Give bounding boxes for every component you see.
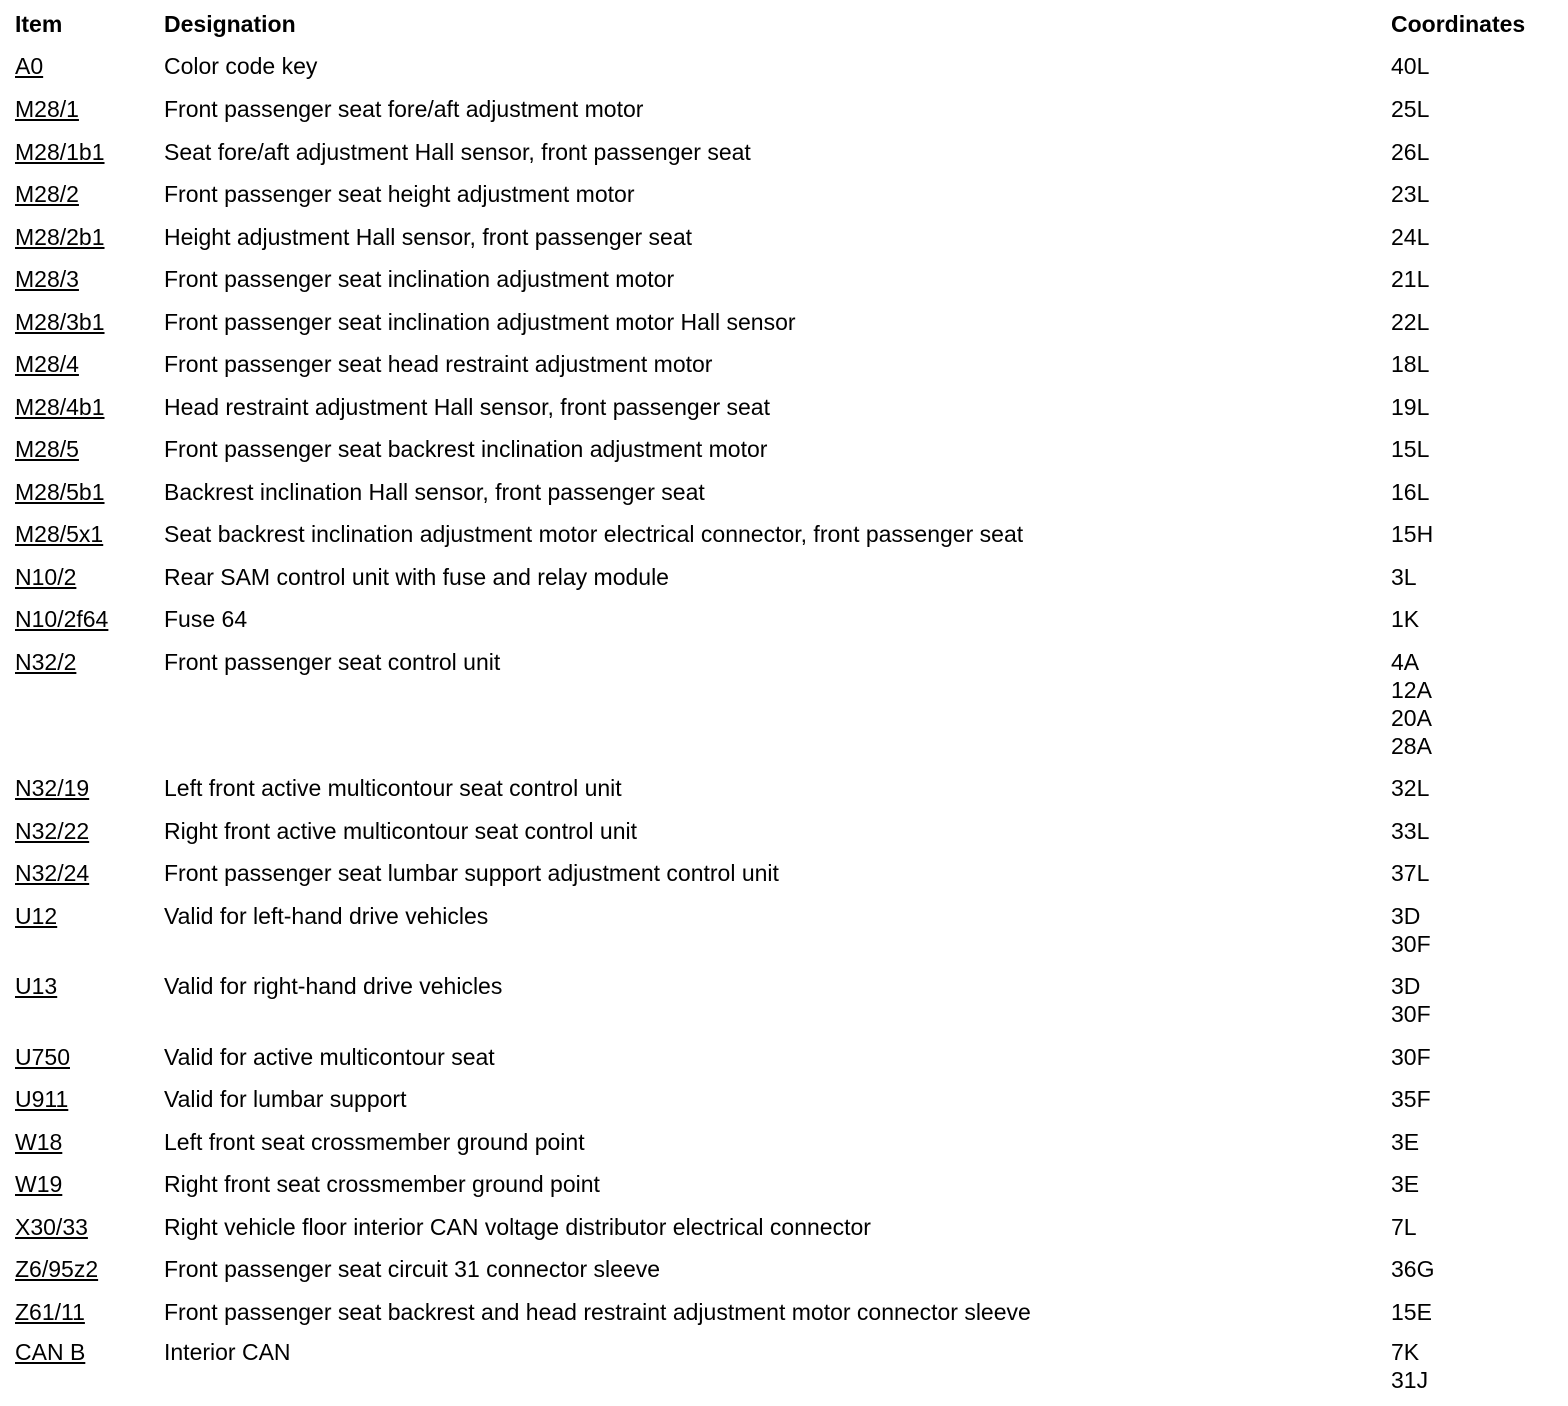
coordinates-cell	[1391, 1170, 1419, 1198]
item-link[interactable]: M28/4b1	[15, 394, 105, 420]
item-link[interactable]: N32/24	[15, 860, 90, 886]
coordinate-value: 15H	[1391, 521, 1434, 547]
item-cell	[15, 817, 89, 845]
designation-cell: Seat backrest inclination adjustment motor electrical connector, front passenger seat	[164, 521, 1024, 547]
item-cell	[15, 52, 43, 80]
coordinate-value: 3L	[1391, 564, 1417, 590]
designation-cell: Left front seat crossmember ground point	[164, 1129, 585, 1155]
coordinates-cell	[1391, 308, 1429, 336]
designation-cell: Front passenger seat height adjustment motor	[164, 181, 635, 207]
item-link[interactable]: N10/2f64	[15, 606, 109, 632]
coordinate-value: 30F	[1391, 931, 1431, 957]
item-cell	[15, 563, 76, 591]
coordinate-value: 28A	[1391, 733, 1432, 759]
coordinate-value: 24L	[1391, 224, 1430, 250]
designation-cell: Right front seat crossmember ground point	[164, 1171, 600, 1197]
coordinate-value: 22L	[1391, 309, 1430, 335]
coordinates-cell	[1391, 265, 1429, 293]
item-link[interactable]: X30/33	[15, 1214, 88, 1240]
header-coordinates: Coordinates	[1391, 11, 1526, 37]
designation-cell: Front passenger seat lumbar support adjustment control unit	[164, 860, 779, 886]
designation-cell: Front passenger seat fore/aft adjustment motor	[164, 96, 644, 122]
item-cell	[15, 902, 57, 930]
designation-cell: Rear SAM control unit with fuse and relay module	[164, 564, 669, 590]
designation-cell: Height adjustment Hall sensor, front passenger seat	[164, 224, 693, 250]
coordinate-value: 4A	[1391, 649, 1420, 675]
item-link[interactable]: M28/1	[15, 96, 79, 122]
item-link[interactable]: Z6/95z2	[15, 1256, 99, 1282]
designation-cell: Valid for right-hand drive vehicles	[164, 973, 503, 999]
item-link[interactable]: U750	[15, 1044, 70, 1070]
coordinate-value: 3D	[1391, 903, 1421, 929]
designation-cell: Front passenger seat inclination adjustment motor	[164, 266, 675, 292]
designation-cell: Front passenger seat backrest inclination adjustment motor	[164, 436, 768, 462]
coordinates-cell	[1391, 1043, 1431, 1071]
coordinate-value: 32L	[1391, 775, 1430, 801]
item-link[interactable]: M28/2b1	[15, 224, 105, 250]
item-link[interactable]: M28/2	[15, 181, 79, 207]
item-cell	[15, 1298, 85, 1326]
item-link[interactable]: M28/4	[15, 351, 79, 377]
coordinate-value: 20A	[1391, 705, 1432, 731]
coordinates-cell	[1391, 1298, 1432, 1326]
coordinate-value: 30F	[1391, 1001, 1431, 1027]
coordinates-cell	[1391, 774, 1429, 802]
designation-cell: Front passenger seat circuit 31 connector sleeve	[164, 1256, 661, 1282]
coordinate-value: 18L	[1391, 351, 1430, 377]
coordinate-value: 31J	[1391, 1367, 1429, 1393]
item-link[interactable]: Z61/11	[15, 1299, 85, 1325]
item-cell	[15, 1255, 98, 1283]
coordinate-value: 19L	[1391, 394, 1430, 420]
coordinates-cell	[1391, 1085, 1431, 1113]
coordinate-value: 25L	[1391, 96, 1430, 122]
item-link[interactable]: M28/5	[15, 436, 79, 462]
item-link[interactable]: N32/2	[15, 649, 77, 675]
coordinates-cell	[1391, 350, 1429, 378]
item-cell	[15, 478, 105, 506]
header-item: Item	[15, 11, 63, 37]
coordinate-value: 16L	[1391, 479, 1430, 505]
item-cell	[15, 223, 105, 251]
item-cell	[15, 1043, 70, 1071]
item-cell	[15, 180, 79, 208]
coordinates-cell	[1391, 223, 1429, 251]
designation-cell: Front passenger seat backrest and head restraint adjustment motor connector sleeve	[164, 1299, 1031, 1325]
designation-cell: Left front active multicontour seat control unit	[164, 775, 622, 801]
item-cell	[15, 972, 57, 1000]
coordinate-value: 15E	[1391, 1299, 1432, 1325]
header-designation: Designation	[164, 11, 296, 37]
item-link[interactable]: W18	[15, 1129, 63, 1155]
designation-cell: Color code key	[164, 53, 318, 79]
coordinate-value: 30F	[1391, 1044, 1431, 1070]
designation-cell: Right front active multicontour seat control unit	[164, 818, 638, 844]
designation-cell: Right vehicle floor interior CAN voltage distributor electrical connector	[164, 1214, 871, 1240]
coordinate-value: 26L	[1391, 139, 1430, 165]
coordinate-value: 3E	[1391, 1129, 1420, 1155]
designation-cell: Valid for left-hand drive vehicles	[164, 903, 489, 929]
item-link[interactable]: N32/19	[15, 775, 90, 801]
designation-cell: Seat fore/aft adjustment Hall sensor, front passenger seat	[164, 139, 751, 165]
item-link[interactable]: M28/3b1	[15, 309, 105, 335]
coordinates-cell	[1391, 605, 1419, 633]
item-cell	[15, 648, 76, 676]
item-link[interactable]: N10/2	[15, 564, 77, 590]
item-cell	[15, 435, 79, 463]
item-cell	[15, 308, 105, 336]
designation-cell: Backrest inclination Hall sensor, front passenger seat	[164, 479, 705, 505]
designation-cell: Interior CAN	[164, 1339, 291, 1365]
item-cell	[15, 1170, 62, 1198]
coordinates-cell	[1391, 817, 1429, 845]
item-link[interactable]: CAN B	[15, 1339, 86, 1365]
coordinates-cell	[1391, 563, 1417, 591]
designation-cell: Valid for active multicontour seat	[164, 1044, 495, 1070]
coordinate-value: 33L	[1391, 818, 1430, 844]
item-link[interactable]: U911	[15, 1086, 69, 1112]
item-cell	[15, 265, 79, 293]
coordinates-cell	[1391, 393, 1429, 421]
item-cell	[15, 138, 105, 166]
coordinate-value: 36G	[1391, 1256, 1435, 1282]
coordinates-cell	[1391, 972, 1431, 1028]
item-cell	[15, 605, 108, 633]
item-link[interactable]: A0	[15, 53, 44, 79]
coordinate-value: 12A	[1391, 677, 1432, 703]
item-link[interactable]: U13	[15, 973, 58, 999]
item-link[interactable]: M28/1b1	[15, 139, 105, 165]
coordinates-cell	[1391, 1213, 1417, 1241]
coordinates-cell	[1391, 902, 1431, 958]
item-link[interactable]: M28/3	[15, 266, 79, 292]
item-cell	[15, 1128, 62, 1156]
coordinate-value: 40L	[1391, 53, 1430, 79]
item-link[interactable]: M28/5x1	[15, 521, 104, 547]
coordinates-cell	[1391, 648, 1432, 760]
item-cell	[15, 859, 89, 887]
item-link[interactable]: W19	[15, 1171, 63, 1197]
coordinate-value: 3E	[1391, 1171, 1420, 1197]
coordinate-value: 21L	[1391, 266, 1430, 292]
designation-cell: Front passenger seat inclination adjustment motor Hall sensor	[164, 309, 796, 335]
designation-cell: Valid for lumbar support	[164, 1086, 407, 1112]
coordinates-cell	[1391, 1255, 1434, 1283]
coordinates-cell	[1391, 1128, 1419, 1156]
item-cell	[15, 1213, 88, 1241]
coordinates-cell	[1391, 1338, 1428, 1394]
coordinates-cell	[1391, 478, 1429, 506]
coordinates-cell	[1391, 180, 1429, 208]
item-cell	[15, 1085, 68, 1113]
item-cell	[15, 1338, 85, 1366]
coordinates-cell	[1391, 138, 1429, 166]
item-cell	[15, 774, 89, 802]
designation-cell: Front passenger seat head restraint adjustment motor	[164, 351, 713, 377]
item-cell	[15, 393, 105, 421]
item-cell	[15, 95, 79, 123]
item-cell	[15, 520, 103, 548]
coordinate-value: 23L	[1391, 181, 1430, 207]
designation-cell: Fuse 64	[164, 606, 248, 632]
coordinates-cell	[1391, 520, 1433, 548]
designation-cell: Head restraint adjustment Hall sensor, front passenger seat	[164, 394, 770, 420]
coordinates-cell	[1391, 859, 1429, 887]
coordinate-value: 7L	[1391, 1214, 1417, 1240]
coordinates-cell	[1391, 52, 1429, 80]
coordinate-value: 3D	[1391, 973, 1421, 999]
coordinates-cell	[1391, 95, 1429, 123]
coordinates-cell	[1391, 435, 1429, 463]
coordinate-value: 35F	[1391, 1086, 1431, 1112]
coordinate-value: 7K	[1391, 1339, 1420, 1365]
coordinate-value: 37L	[1391, 860, 1430, 886]
item-cell	[15, 350, 79, 378]
designation-cell: Front passenger seat control unit	[164, 649, 501, 675]
item-link[interactable]: M28/5b1	[15, 479, 105, 505]
coordinate-value: 1K	[1391, 606, 1420, 632]
item-link[interactable]: U12	[15, 903, 58, 929]
item-link[interactable]: N32/22	[15, 818, 90, 844]
coordinate-value: 15L	[1391, 436, 1430, 462]
